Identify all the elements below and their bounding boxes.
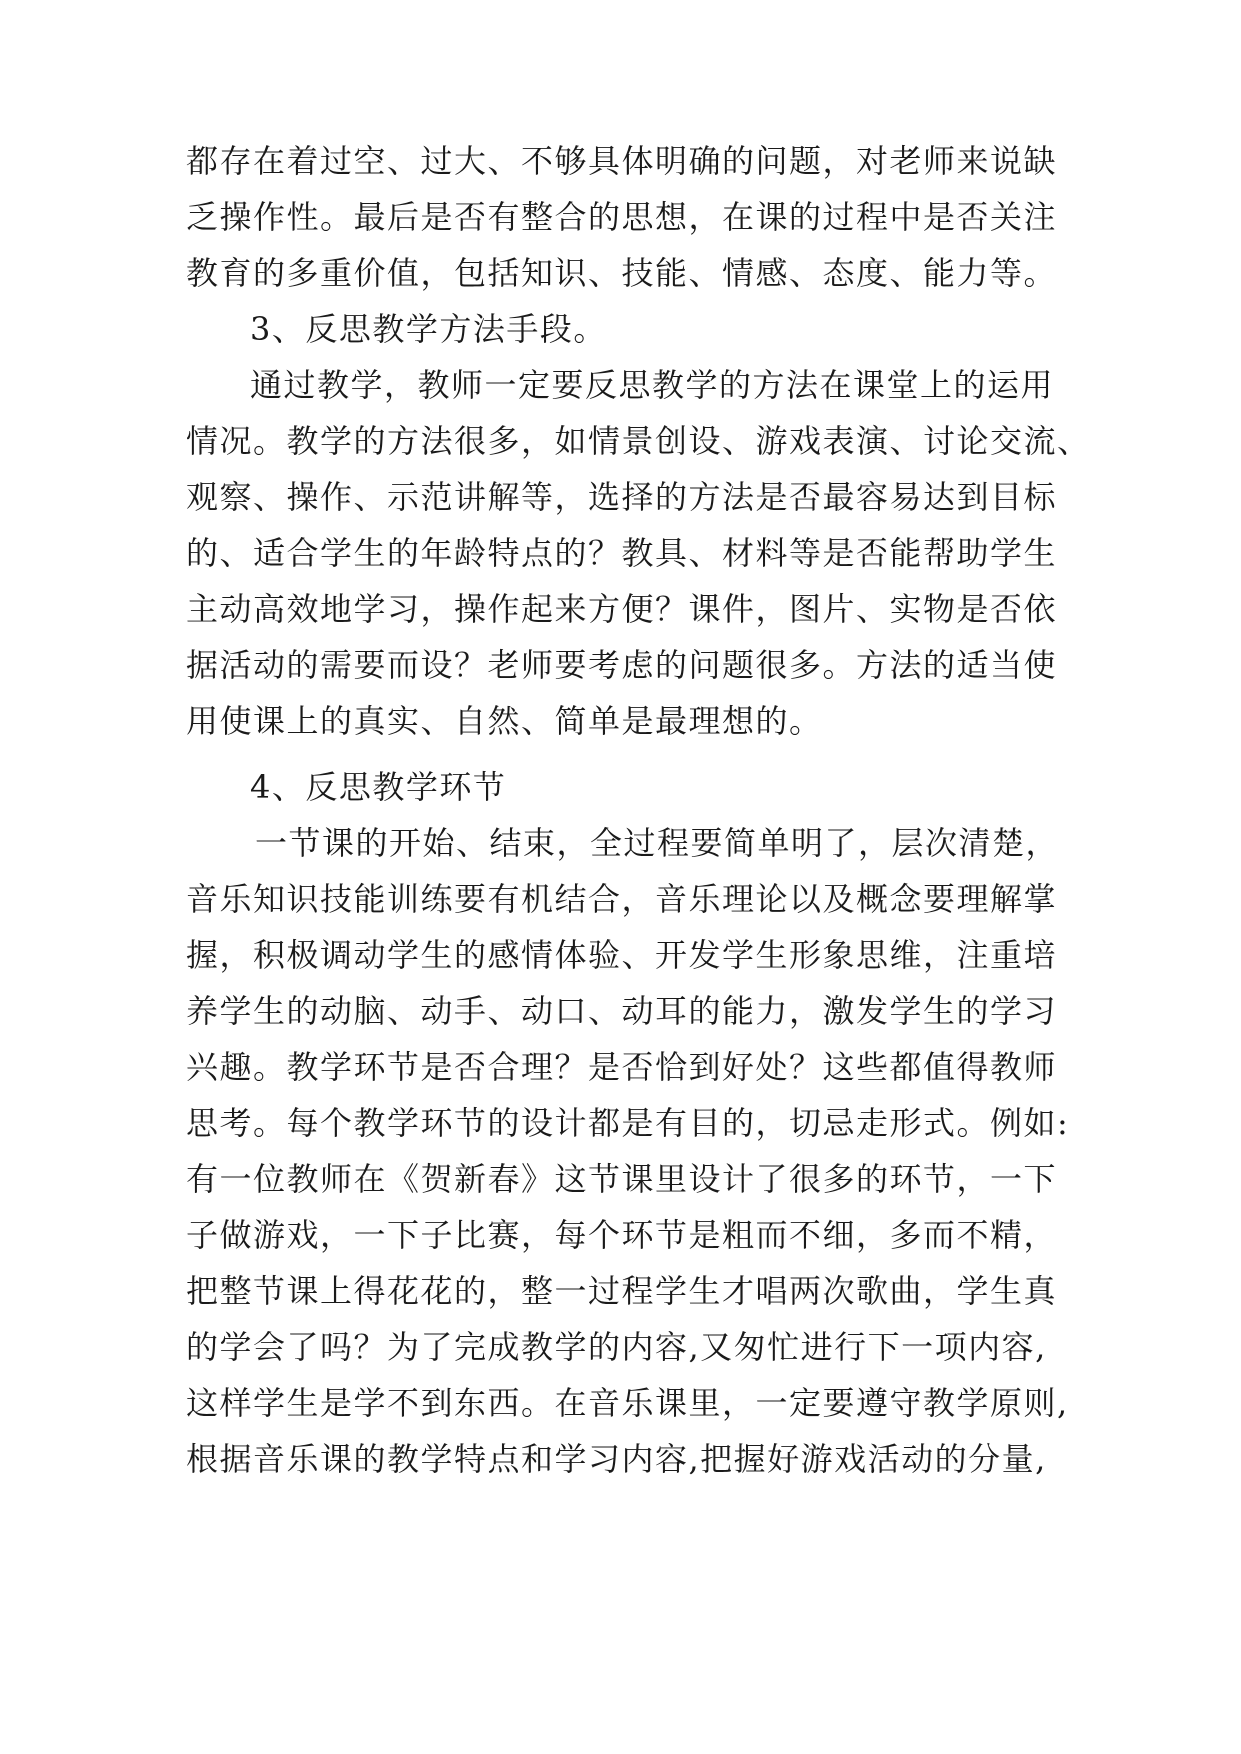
text-line: 乏操作性。最后是否有整合的思想，在课的过程中是否关注: [186, 198, 1058, 236]
text-line: 都存在着过空、过大、不够具体明确的问题，对老师来说缺: [186, 142, 1058, 180]
text-line: 用使课上的真实、自然、简单是最理想的。: [186, 702, 823, 740]
text-line: 的学会了吗？为了完成教学的内容,又匆忙进行下一项内容,: [186, 1328, 1047, 1366]
text-line: 根据音乐课的教学特点和学习内容,把握好游戏活动的分量,: [186, 1440, 1047, 1478]
text-line: 据活动的需要而设？老师要考虑的问题很多。方法的适当使: [186, 646, 1058, 684]
text-line: 这样学生是学不到东西。在音乐课里，一定要遵守教学原则,: [186, 1384, 1069, 1422]
text-line: 把整节课上得花花的，整一过程学生才唱两次歌曲，学生真: [186, 1272, 1058, 1310]
text-line: 一节课的开始、结束，全过程要简单明了，层次清楚，: [255, 824, 1060, 862]
text-line: 养学生的动脑、动手、动口、动耳的能力，激发学生的学习: [186, 992, 1058, 1030]
text-line: 有一位教师在《贺新春》这节课里设计了很多的环节，一下: [186, 1160, 1058, 1198]
section-heading: 4、反思教学环节: [250, 768, 507, 806]
text-line: 子做游戏，一下子比赛，每个环节是粗而不细，多而不精，: [186, 1216, 1058, 1254]
text-line: 教育的多重价值，包括知识、技能、情感、态度、能力等。: [186, 254, 1058, 292]
text-line: 思考。每个教学环节的设计都是有目的，切忌走形式。例如:: [186, 1104, 1070, 1142]
text-line: 观察、操作、示范讲解等，选择的方法是否最容易达到目标: [186, 478, 1058, 516]
text-line: 音乐知识技能训练要有机结合，音乐理论以及概念要理解掌: [186, 880, 1058, 918]
section-heading: 3、反思教学方法手段。: [250, 310, 607, 348]
text-line: 情况。教学的方法很多，如情景创设、游戏表演、讨论交流、: [186, 422, 1091, 460]
text-line: 通过教学，教师一定要反思教学的方法在课堂上的运用: [250, 366, 1055, 404]
text-line: 兴趣。教学环节是否合理？是否恰到好处？这些都值得教师: [186, 1048, 1058, 1086]
text-line: 的、适合学生的年龄特点的？教具、材料等是否能帮助学生: [186, 534, 1058, 572]
text-line: 握，积极调动学生的感情体验、开发学生形象思维，注重培: [186, 936, 1058, 974]
text-line: 主动高效地学习，操作起来方便？课件，图片、实物是否依: [186, 590, 1058, 628]
